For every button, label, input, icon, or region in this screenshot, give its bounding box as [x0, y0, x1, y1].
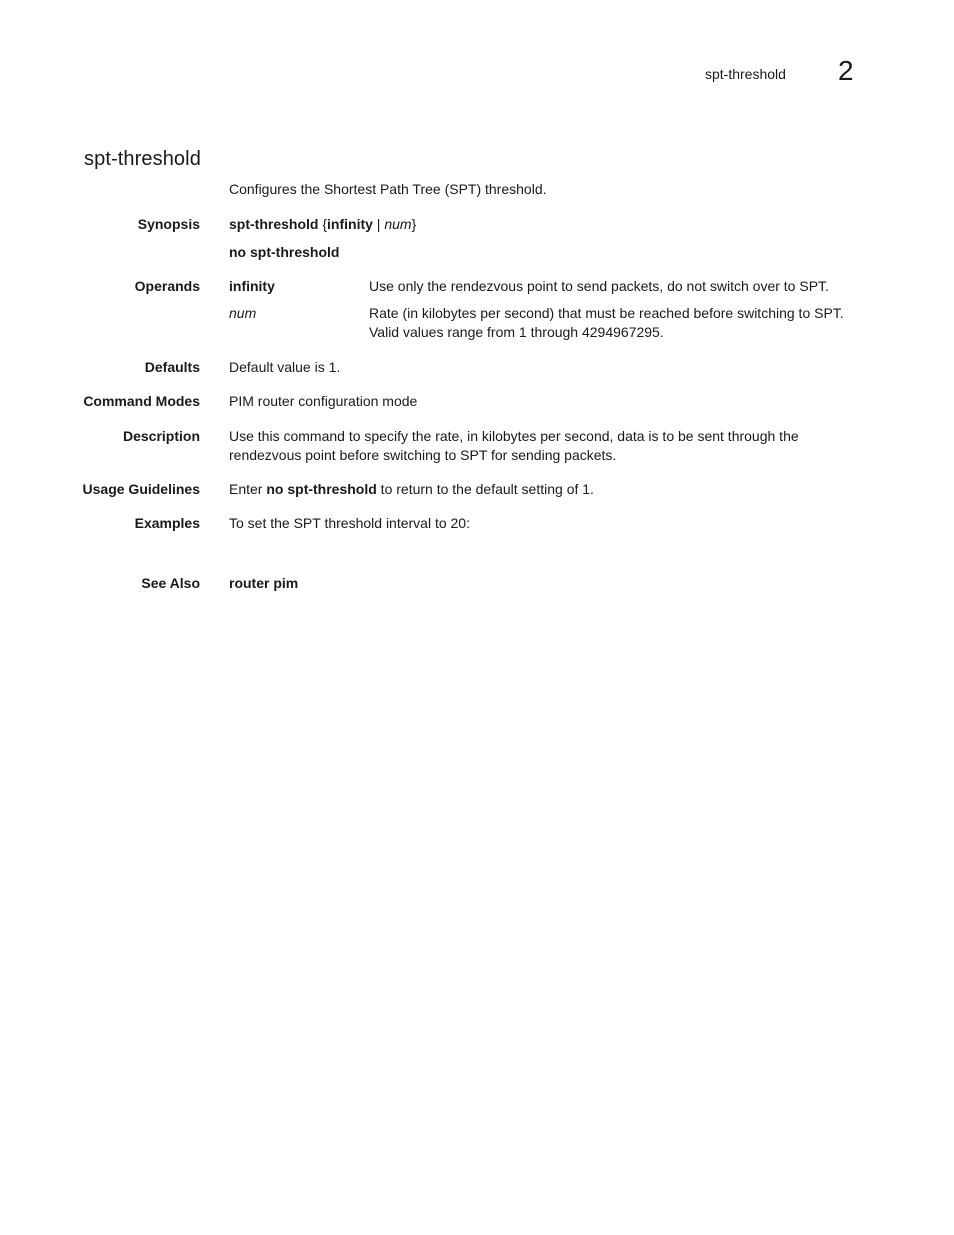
operand-desc-num-line-1: Rate (in kilobytes per second) that must be reached before switching to SPT.	[369, 305, 844, 321]
command-modes-text: PIM router configuration mode	[229, 393, 418, 409]
intro-text: Configures the Shortest Path Tree (SPT) threshold.	[229, 181, 547, 197]
examples-label: Examples	[134, 515, 200, 531]
see-also-link-router-pim[interactable]: router pim	[229, 575, 299, 591]
synopsis-option-num: num	[384, 216, 412, 232]
command-modes-label: Command Modes	[83, 393, 200, 409]
synopsis-brace-close: }	[411, 216, 417, 232]
usage-post: to return to the default setting of 1.	[376, 481, 594, 497]
page-title: spt-threshold	[84, 148, 201, 171]
synopsis-brace-open: {	[318, 216, 328, 232]
description-line-1: Use this command to specify the rate, in kilobytes per second, data is to be sent through the	[229, 428, 799, 444]
operands-label: Operands	[134, 278, 200, 294]
chapter-number: 2	[838, 55, 854, 86]
operand-term-num: num	[229, 305, 257, 321]
synopsis-line-2: no spt-threshold	[229, 244, 340, 260]
defaults-text: Default value is 1.	[229, 359, 341, 375]
description-label: Description	[122, 428, 200, 444]
usage-guidelines-text	[229, 480, 594, 499]
operand-desc-num-line-2: Valid values range from 1 through 4294967295.	[369, 324, 664, 340]
usage-pre: Enter	[229, 481, 267, 497]
description-text	[229, 427, 799, 465]
usage-guidelines-label: Usage Guidelines	[82, 481, 200, 497]
operand-desc-infinity: Use only the rendezvous point to send packets, do not switch over to SPT.	[369, 278, 829, 294]
see-also-label: See Also	[141, 575, 200, 591]
defaults-label: Defaults	[144, 359, 200, 375]
running-title: spt-threshold	[705, 66, 786, 82]
synopsis-separator: |	[372, 216, 385, 232]
description-line-2: rendezvous point before switching to SPT for sending packets.	[229, 447, 617, 463]
operand-term-infinity: infinity	[229, 278, 275, 294]
synopsis-label: Synopsis	[137, 216, 200, 232]
examples-text: To set the SPT threshold interval to 20:	[229, 515, 470, 531]
operand-desc-num	[369, 304, 889, 342]
synopsis-option-infinity: infinity	[327, 216, 373, 232]
usage-command: no spt-threshold	[266, 481, 377, 497]
synopsis-command: spt-threshold	[229, 216, 319, 232]
synopsis-line-1	[229, 215, 416, 234]
